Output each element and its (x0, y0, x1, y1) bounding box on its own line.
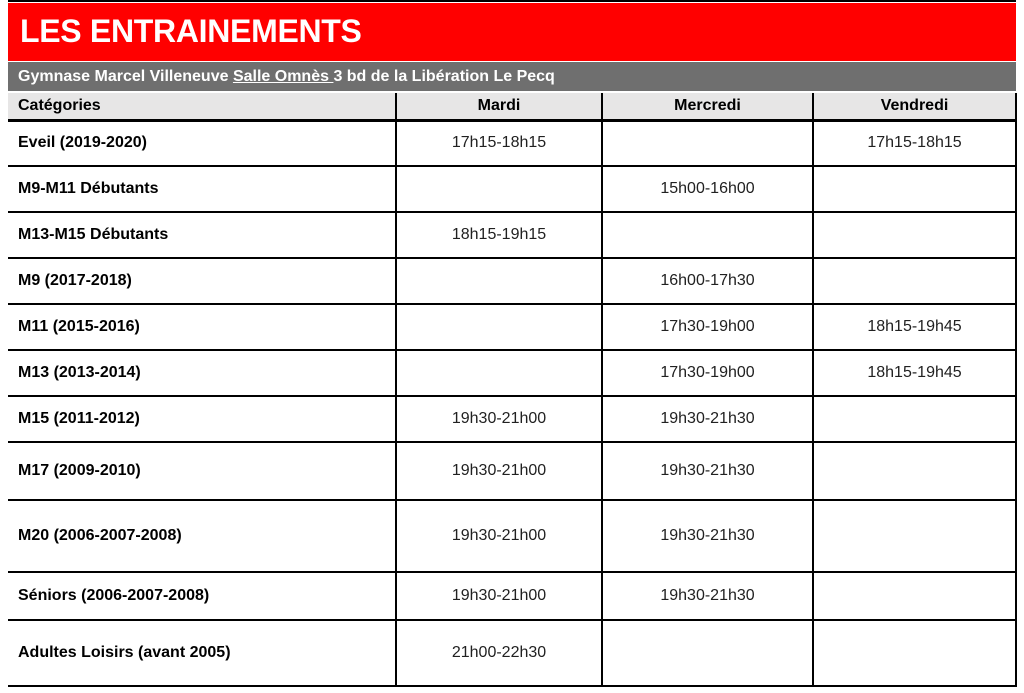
table-row (8, 258, 1016, 304)
time-cell-vendredi (813, 258, 1016, 304)
time-cell-vendredi: 18h15-19h45 (813, 350, 1016, 396)
table-row (8, 500, 1016, 572)
table-row (8, 396, 1016, 442)
time-cell-vendredi (813, 442, 1016, 500)
time-cell-mardi (396, 350, 602, 396)
time-cell-mardi: 19h30-21h00 (396, 500, 602, 572)
table-row (8, 572, 1016, 620)
training-schedule-table (8, 93, 1017, 687)
title-banner (8, 3, 1016, 61)
category-cell: Séniors (2006-2007-2008) (8, 572, 396, 620)
table-row (8, 442, 1016, 500)
time-cell-mercredi: 17h30-19h00 (602, 304, 813, 350)
time-cell-mardi: 19h30-21h00 (396, 396, 602, 442)
table-row (8, 304, 1016, 350)
location-prefix: Gymnase Marcel Villeneuve (18, 67, 233, 85)
category-cell: M13 (2013-2014) (8, 350, 396, 396)
table-body (8, 120, 1016, 686)
top-border-rule (8, 0, 1016, 2)
time-cell-mercredi (602, 212, 813, 258)
column-header-categories: Catégories (8, 93, 396, 120)
category-cell: M9-M11 Débutants (8, 166, 396, 212)
category-cell: M13-M15 Débutants (8, 212, 396, 258)
category-cell: Eveil (2019-2020) (8, 120, 396, 166)
table-row (8, 120, 1016, 166)
category-cell: M20 (2006-2007-2008) (8, 500, 396, 572)
time-cell-vendredi (813, 166, 1016, 212)
location-hall-underlined: Salle Omnès (232, 67, 334, 85)
category-cell: M11 (2015-2016) (8, 304, 396, 350)
column-header-mercredi: Mercredi (602, 93, 813, 120)
category-cell: M15 (2011-2012) (8, 396, 396, 442)
time-cell-vendredi (813, 572, 1016, 620)
time-cell-mercredi: 19h30-21h30 (602, 500, 813, 572)
table-row (8, 620, 1016, 686)
time-cell-mercredi: 19h30-21h30 (602, 572, 813, 620)
time-cell-mardi: 18h15-19h15 (396, 212, 602, 258)
location-suffix: 3 bd de la Libération Le Pecq (333, 67, 555, 85)
time-cell-mercredi (602, 120, 813, 166)
time-cell-mardi: 21h00-22h30 (396, 620, 602, 686)
category-cell: Adultes Loisirs (avant 2005) (8, 620, 396, 686)
page-title: LES ENTRAINEMENTS (20, 12, 362, 49)
time-cell-mercredi: 19h30-21h30 (602, 442, 813, 500)
time-cell-vendredi (813, 500, 1016, 572)
category-cell: M9 (2017-2018) (8, 258, 396, 304)
table-header-row (8, 93, 1016, 120)
table-row (8, 350, 1016, 396)
time-cell-mardi (396, 258, 602, 304)
time-cell-mercredi: 17h30-19h00 (602, 350, 813, 396)
time-cell-vendredi (813, 396, 1016, 442)
time-cell-mardi: 19h30-21h00 (396, 442, 602, 500)
time-cell-mardi (396, 304, 602, 350)
time-cell-vendredi (813, 620, 1016, 686)
time-cell-mercredi: 15h00-16h00 (602, 166, 813, 212)
category-cell: M17 (2009-2010) (8, 442, 396, 500)
time-cell-mardi (396, 166, 602, 212)
time-cell-mercredi (602, 620, 813, 686)
time-cell-vendredi: 18h15-19h45 (813, 304, 1016, 350)
time-cell-vendredi: 17h15-18h15 (813, 120, 1016, 166)
table-row (8, 212, 1016, 258)
time-cell-vendredi (813, 212, 1016, 258)
time-cell-mercredi: 19h30-21h30 (602, 396, 813, 442)
column-header-vendredi: Vendredi (813, 93, 1016, 120)
location-bar (8, 62, 1016, 91)
time-cell-mercredi: 16h00-17h30 (602, 258, 813, 304)
time-cell-mardi: 17h15-18h15 (396, 120, 602, 166)
table-row (8, 166, 1016, 212)
column-header-mardi: Mardi (396, 93, 602, 120)
time-cell-mardi: 19h30-21h00 (396, 572, 602, 620)
schedule-page (8, 0, 1016, 687)
